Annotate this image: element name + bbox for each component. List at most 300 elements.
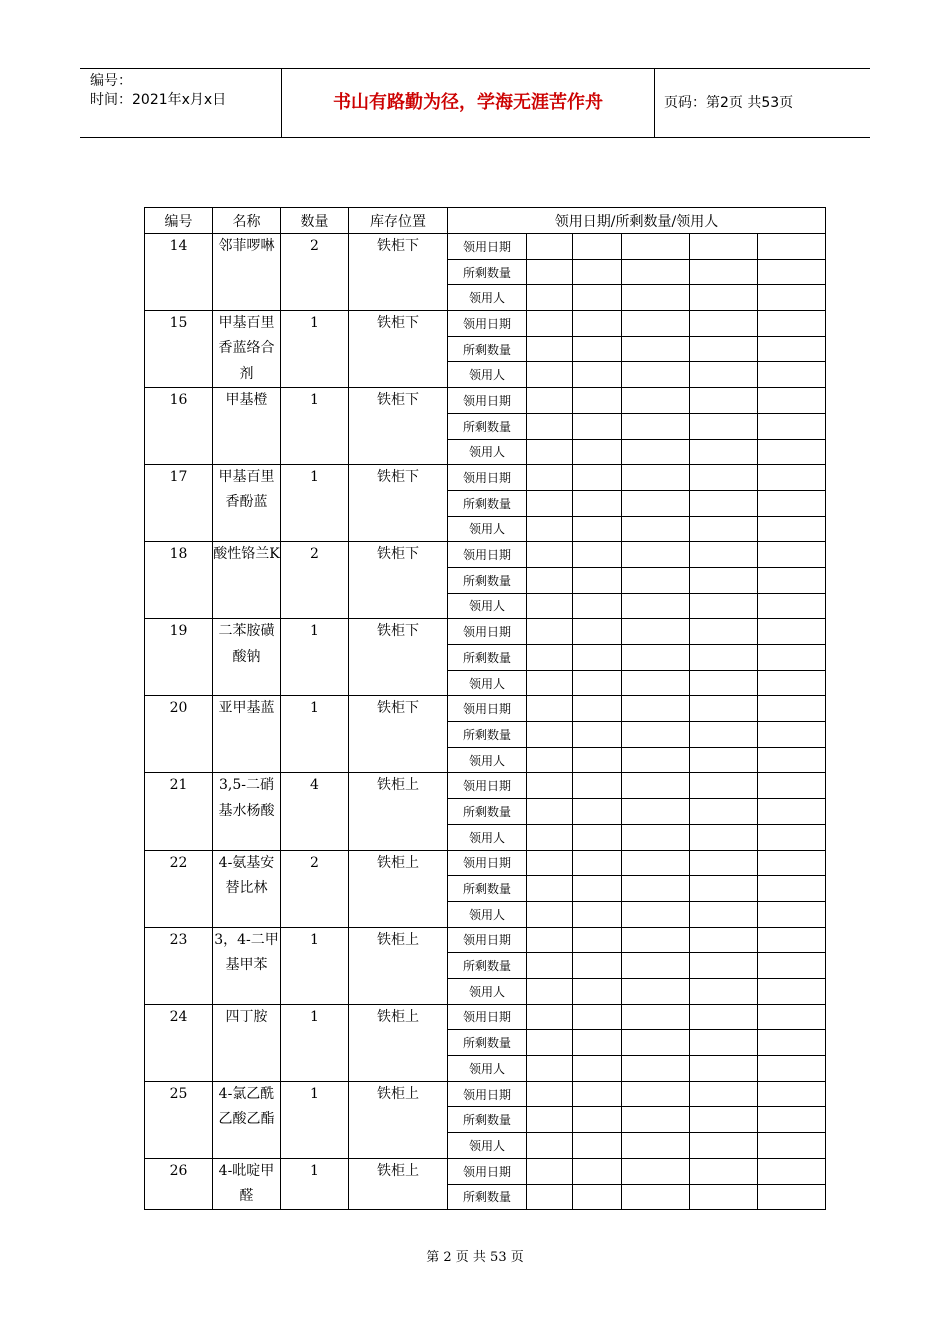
usage-cell bbox=[573, 670, 622, 696]
usage-cell bbox=[622, 850, 690, 876]
usage-cell bbox=[573, 311, 622, 337]
usage-cell bbox=[527, 722, 573, 748]
usage-cell bbox=[758, 696, 826, 722]
usage-cell bbox=[622, 465, 690, 491]
usage-cell bbox=[622, 336, 690, 362]
usage-cell bbox=[622, 978, 690, 1004]
usage-cell bbox=[573, 542, 622, 568]
usage-cell bbox=[690, 1081, 758, 1107]
table-row bbox=[145, 1004, 826, 1030]
usage-cell bbox=[527, 927, 573, 953]
usage-cell bbox=[758, 876, 826, 902]
table-row bbox=[145, 850, 826, 876]
table-row bbox=[145, 311, 826, 337]
usage-cell bbox=[573, 336, 622, 362]
usage-cell bbox=[690, 773, 758, 799]
usage-cell bbox=[527, 645, 573, 671]
usage-label: 领用人 bbox=[448, 593, 527, 619]
usage-cell bbox=[622, 234, 690, 260]
usage-label: 领用日期 bbox=[448, 773, 527, 799]
usage-label: 领用日期 bbox=[448, 1158, 527, 1184]
usage-cell bbox=[527, 259, 573, 285]
usage-cell bbox=[758, 593, 826, 619]
usage-cell bbox=[758, 1056, 826, 1082]
usage-cell bbox=[690, 465, 758, 491]
usage-cell bbox=[573, 773, 622, 799]
row-quantity: 2 bbox=[281, 234, 349, 311]
usage-cell bbox=[758, 747, 826, 773]
usage-cell bbox=[690, 901, 758, 927]
usage-label: 所剩数量 bbox=[448, 876, 527, 902]
usage-cell bbox=[622, 285, 690, 311]
row-quantity: 1 bbox=[281, 388, 349, 465]
usage-cell bbox=[573, 953, 622, 979]
row-quantity: 4 bbox=[281, 773, 349, 850]
usage-cell bbox=[690, 234, 758, 260]
usage-label: 所剩数量 bbox=[448, 1107, 527, 1133]
usage-cell bbox=[573, 285, 622, 311]
page-header bbox=[80, 68, 870, 138]
row-location: 铁柜下 bbox=[349, 696, 448, 773]
usage-label: 所剩数量 bbox=[448, 413, 527, 439]
usage-cell bbox=[573, 259, 622, 285]
usage-cell bbox=[758, 516, 826, 542]
usage-cell bbox=[690, 362, 758, 388]
usage-cell bbox=[758, 542, 826, 568]
usage-cell bbox=[690, 696, 758, 722]
usage-cell bbox=[527, 876, 573, 902]
usage-cell bbox=[573, 1004, 622, 1030]
usage-label: 所剩数量 bbox=[448, 490, 527, 516]
usage-cell bbox=[622, 953, 690, 979]
inventory-table bbox=[144, 207, 826, 1210]
usage-cell bbox=[690, 1107, 758, 1133]
usage-cell bbox=[527, 542, 573, 568]
usage-cell bbox=[690, 542, 758, 568]
usage-cell bbox=[758, 722, 826, 748]
usage-cell bbox=[527, 567, 573, 593]
usage-label: 领用人 bbox=[448, 285, 527, 311]
usage-cell bbox=[573, 1107, 622, 1133]
usage-label: 领用日期 bbox=[448, 696, 527, 722]
usage-cell bbox=[622, 722, 690, 748]
usage-cell bbox=[690, 876, 758, 902]
usage-cell bbox=[527, 439, 573, 465]
row-name: 亚甲基蓝 bbox=[213, 696, 281, 773]
usage-cell bbox=[690, 311, 758, 337]
usage-cell bbox=[690, 567, 758, 593]
usage-cell bbox=[690, 978, 758, 1004]
usage-cell bbox=[527, 978, 573, 1004]
usage-cell bbox=[690, 439, 758, 465]
usage-cell bbox=[622, 567, 690, 593]
row-name: 3，4-二甲基甲苯 bbox=[213, 927, 281, 1004]
usage-cell bbox=[690, 927, 758, 953]
usage-cell bbox=[573, 234, 622, 260]
usage-cell bbox=[690, 824, 758, 850]
row-location: 铁柜上 bbox=[349, 1004, 448, 1081]
usage-cell bbox=[573, 362, 622, 388]
usage-label: 领用日期 bbox=[448, 311, 527, 337]
usage-cell bbox=[690, 953, 758, 979]
usage-cell bbox=[690, 1184, 758, 1210]
page-info: 页码：第2页 共53页 bbox=[664, 95, 794, 111]
usage-cell bbox=[690, 850, 758, 876]
row-name: 甲基橙 bbox=[213, 388, 281, 465]
usage-cell bbox=[758, 799, 826, 825]
usage-cell bbox=[622, 1030, 690, 1056]
usage-cell bbox=[573, 567, 622, 593]
table-row bbox=[145, 619, 826, 645]
usage-cell bbox=[573, 516, 622, 542]
motto: 书山有路勤为径，学海无涯苦作舟 bbox=[282, 69, 655, 137]
usage-cell bbox=[758, 670, 826, 696]
header-number: 编号 bbox=[145, 208, 213, 234]
row-quantity: 1 bbox=[281, 1004, 349, 1081]
usage-cell bbox=[758, 824, 826, 850]
usage-cell bbox=[527, 490, 573, 516]
row-location: 铁柜下 bbox=[349, 465, 448, 542]
usage-cell bbox=[690, 747, 758, 773]
usage-cell bbox=[527, 465, 573, 491]
usage-cell bbox=[573, 490, 622, 516]
usage-label: 领用人 bbox=[448, 1133, 527, 1159]
usage-label: 领用人 bbox=[448, 439, 527, 465]
usage-cell bbox=[690, 722, 758, 748]
usage-cell bbox=[573, 1056, 622, 1082]
row-name: 二苯胺磺酸钠 bbox=[213, 619, 281, 696]
usage-cell bbox=[527, 824, 573, 850]
row-number: 15 bbox=[145, 311, 213, 388]
usage-cell bbox=[690, 490, 758, 516]
row-number: 14 bbox=[145, 234, 213, 311]
usage-cell bbox=[527, 850, 573, 876]
usage-label: 领用日期 bbox=[448, 1004, 527, 1030]
header-meta bbox=[80, 69, 282, 137]
row-location: 铁柜上 bbox=[349, 850, 448, 927]
row-number: 21 bbox=[145, 773, 213, 850]
usage-label: 领用人 bbox=[448, 670, 527, 696]
usage-cell bbox=[573, 1081, 622, 1107]
row-name: 3,5-二硝基水杨酸 bbox=[213, 773, 281, 850]
usage-cell bbox=[758, 311, 826, 337]
usage-cell bbox=[690, 336, 758, 362]
usage-cell bbox=[527, 516, 573, 542]
usage-cell bbox=[758, 645, 826, 671]
usage-cell bbox=[690, 516, 758, 542]
usage-cell bbox=[690, 1056, 758, 1082]
row-location: 铁柜上 bbox=[349, 927, 448, 1004]
row-location: 铁柜上 bbox=[349, 773, 448, 850]
row-number: 26 bbox=[145, 1158, 213, 1210]
usage-cell bbox=[527, 1107, 573, 1133]
usage-cell bbox=[527, 747, 573, 773]
usage-label: 领用日期 bbox=[448, 234, 527, 260]
usage-cell bbox=[622, 901, 690, 927]
usage-cell bbox=[573, 722, 622, 748]
usage-cell bbox=[573, 413, 622, 439]
usage-label: 领用人 bbox=[448, 824, 527, 850]
usage-label: 所剩数量 bbox=[448, 953, 527, 979]
header-location: 库存位置 bbox=[349, 208, 448, 234]
usage-cell bbox=[622, 670, 690, 696]
usage-cell bbox=[758, 567, 826, 593]
usage-cell bbox=[758, 388, 826, 414]
usage-cell bbox=[758, 850, 826, 876]
usage-cell bbox=[527, 388, 573, 414]
usage-cell bbox=[758, 362, 826, 388]
usage-cell bbox=[622, 645, 690, 671]
page-footer: 第 2 页 共 53 页 bbox=[426, 1250, 524, 1265]
time-label: 时间：2021年x月x日 bbox=[90, 92, 227, 108]
row-quantity: 1 bbox=[281, 1081, 349, 1158]
number-label: 编号： bbox=[90, 73, 132, 89]
usage-cell bbox=[758, 1004, 826, 1030]
usage-cell bbox=[527, 1081, 573, 1107]
usage-cell bbox=[758, 1133, 826, 1159]
usage-cell bbox=[527, 901, 573, 927]
row-number: 20 bbox=[145, 696, 213, 773]
usage-cell bbox=[527, 1056, 573, 1082]
row-number: 18 bbox=[145, 542, 213, 619]
usage-cell bbox=[758, 285, 826, 311]
usage-cell bbox=[527, 619, 573, 645]
row-location: 铁柜下 bbox=[349, 619, 448, 696]
usage-cell bbox=[573, 1030, 622, 1056]
usage-cell bbox=[573, 978, 622, 1004]
row-name: 酸性铬兰K bbox=[213, 542, 281, 619]
usage-cell bbox=[690, 593, 758, 619]
usage-cell bbox=[622, 876, 690, 902]
usage-cell bbox=[690, 259, 758, 285]
usage-label: 领用人 bbox=[448, 362, 527, 388]
row-quantity: 1 bbox=[281, 619, 349, 696]
usage-cell bbox=[690, 285, 758, 311]
row-name: 邻菲啰啉 bbox=[213, 234, 281, 311]
row-name: 4-吡啶甲醛 bbox=[213, 1158, 281, 1210]
usage-cell bbox=[527, 336, 573, 362]
header-name: 名称 bbox=[213, 208, 281, 234]
usage-cell bbox=[527, 773, 573, 799]
usage-cell bbox=[622, 362, 690, 388]
usage-cell bbox=[573, 593, 622, 619]
usage-cell bbox=[573, 876, 622, 902]
usage-cell bbox=[758, 927, 826, 953]
usage-cell bbox=[622, 593, 690, 619]
table-row bbox=[145, 696, 826, 722]
usage-label: 领用日期 bbox=[448, 850, 527, 876]
usage-cell bbox=[573, 901, 622, 927]
usage-label: 领用人 bbox=[448, 978, 527, 1004]
usage-cell bbox=[622, 1056, 690, 1082]
usage-cell bbox=[758, 490, 826, 516]
usage-cell bbox=[758, 901, 826, 927]
usage-cell bbox=[690, 1158, 758, 1184]
usage-label: 所剩数量 bbox=[448, 1030, 527, 1056]
usage-cell bbox=[622, 1004, 690, 1030]
usage-cell bbox=[527, 234, 573, 260]
usage-label: 领用日期 bbox=[448, 542, 527, 568]
row-number: 17 bbox=[145, 465, 213, 542]
usage-cell bbox=[527, 311, 573, 337]
usage-label: 所剩数量 bbox=[448, 1184, 527, 1210]
usage-cell bbox=[527, 953, 573, 979]
usage-cell bbox=[622, 439, 690, 465]
header-quantity: 数量 bbox=[281, 208, 349, 234]
table-row bbox=[145, 773, 826, 799]
usage-cell bbox=[573, 747, 622, 773]
usage-label: 领用日期 bbox=[448, 927, 527, 953]
row-quantity: 2 bbox=[281, 850, 349, 927]
row-name: 甲基百里香蓝络合剂 bbox=[213, 311, 281, 388]
usage-cell bbox=[622, 773, 690, 799]
usage-cell bbox=[622, 1107, 690, 1133]
usage-label: 领用人 bbox=[448, 747, 527, 773]
usage-cell bbox=[527, 670, 573, 696]
usage-cell bbox=[527, 1030, 573, 1056]
table-row bbox=[145, 234, 826, 260]
usage-cell bbox=[758, 773, 826, 799]
usage-label: 所剩数量 bbox=[448, 567, 527, 593]
usage-label: 所剩数量 bbox=[448, 336, 527, 362]
usage-cell bbox=[573, 927, 622, 953]
usage-cell bbox=[573, 1184, 622, 1210]
row-location: 铁柜下 bbox=[349, 234, 448, 311]
table-row bbox=[145, 1081, 826, 1107]
usage-cell bbox=[622, 1158, 690, 1184]
usage-cell bbox=[622, 927, 690, 953]
usage-cell bbox=[573, 696, 622, 722]
usage-cell bbox=[622, 1133, 690, 1159]
usage-label: 领用人 bbox=[448, 1056, 527, 1082]
usage-cell bbox=[527, 696, 573, 722]
row-name: 甲基百里香酚蓝 bbox=[213, 465, 281, 542]
usage-cell bbox=[622, 516, 690, 542]
usage-label: 领用人 bbox=[448, 901, 527, 927]
usage-cell bbox=[573, 799, 622, 825]
row-quantity: 1 bbox=[281, 311, 349, 388]
row-quantity: 2 bbox=[281, 542, 349, 619]
usage-label: 所剩数量 bbox=[448, 722, 527, 748]
usage-cell bbox=[573, 850, 622, 876]
row-quantity: 1 bbox=[281, 465, 349, 542]
usage-cell bbox=[690, 645, 758, 671]
usage-label: 领用日期 bbox=[448, 619, 527, 645]
usage-cell bbox=[690, 619, 758, 645]
row-name: 四丁胺 bbox=[213, 1004, 281, 1081]
usage-cell bbox=[527, 413, 573, 439]
usage-cell bbox=[622, 542, 690, 568]
table-row bbox=[145, 542, 826, 568]
usage-cell bbox=[527, 593, 573, 619]
table-row bbox=[145, 1158, 826, 1184]
row-number: 22 bbox=[145, 850, 213, 927]
usage-cell bbox=[690, 670, 758, 696]
usage-cell bbox=[527, 1158, 573, 1184]
table-row bbox=[145, 465, 826, 491]
usage-cell bbox=[527, 1133, 573, 1159]
row-location: 铁柜上 bbox=[349, 1081, 448, 1158]
usage-cell bbox=[690, 413, 758, 439]
usage-cell bbox=[758, 465, 826, 491]
usage-cell bbox=[622, 1081, 690, 1107]
usage-cell bbox=[622, 824, 690, 850]
row-name: 4-氯乙酰乙酸乙酯 bbox=[213, 1081, 281, 1158]
usage-cell bbox=[622, 259, 690, 285]
usage-label: 所剩数量 bbox=[448, 645, 527, 671]
usage-cell bbox=[690, 1133, 758, 1159]
usage-cell bbox=[758, 1158, 826, 1184]
usage-cell bbox=[527, 285, 573, 311]
usage-cell bbox=[527, 362, 573, 388]
usage-cell bbox=[527, 799, 573, 825]
usage-cell bbox=[758, 413, 826, 439]
usage-cell bbox=[622, 388, 690, 414]
usage-cell bbox=[690, 1030, 758, 1056]
usage-cell bbox=[622, 696, 690, 722]
usage-cell bbox=[758, 336, 826, 362]
row-location: 铁柜下 bbox=[349, 311, 448, 388]
usage-cell bbox=[573, 645, 622, 671]
row-location: 铁柜下 bbox=[349, 542, 448, 619]
usage-cell bbox=[758, 439, 826, 465]
row-number: 23 bbox=[145, 927, 213, 1004]
usage-label: 所剩数量 bbox=[448, 799, 527, 825]
usage-cell bbox=[758, 1030, 826, 1056]
table-header-row bbox=[145, 208, 826, 234]
usage-cell bbox=[758, 953, 826, 979]
usage-label: 所剩数量 bbox=[448, 259, 527, 285]
usage-cell bbox=[622, 311, 690, 337]
usage-cell bbox=[573, 465, 622, 491]
usage-cell bbox=[758, 1184, 826, 1210]
usage-label: 领用日期 bbox=[448, 465, 527, 491]
usage-cell bbox=[758, 1081, 826, 1107]
usage-cell bbox=[758, 978, 826, 1004]
usage-cell bbox=[758, 1107, 826, 1133]
table-row bbox=[145, 388, 826, 414]
usage-cell bbox=[573, 1133, 622, 1159]
usage-cell bbox=[622, 413, 690, 439]
usage-cell bbox=[573, 619, 622, 645]
usage-cell bbox=[573, 1158, 622, 1184]
usage-cell bbox=[622, 490, 690, 516]
row-number: 16 bbox=[145, 388, 213, 465]
usage-cell bbox=[758, 619, 826, 645]
table-row bbox=[145, 927, 826, 953]
table-body bbox=[145, 234, 826, 1210]
usage-label: 领用日期 bbox=[448, 388, 527, 414]
usage-cell bbox=[690, 1004, 758, 1030]
usage-cell bbox=[527, 1004, 573, 1030]
usage-cell bbox=[573, 439, 622, 465]
usage-cell bbox=[573, 824, 622, 850]
usage-cell bbox=[758, 234, 826, 260]
usage-cell bbox=[527, 1184, 573, 1210]
row-name: 4-氨基安替比林 bbox=[213, 850, 281, 927]
row-quantity: 1 bbox=[281, 696, 349, 773]
usage-cell bbox=[622, 619, 690, 645]
row-number: 24 bbox=[145, 1004, 213, 1081]
usage-label: 领用人 bbox=[448, 516, 527, 542]
usage-label: 领用日期 bbox=[448, 1081, 527, 1107]
row-quantity: 1 bbox=[281, 1158, 349, 1210]
row-number: 25 bbox=[145, 1081, 213, 1158]
usage-cell bbox=[622, 747, 690, 773]
row-location: 铁柜上 bbox=[349, 1158, 448, 1210]
row-location: 铁柜下 bbox=[349, 388, 448, 465]
row-quantity: 1 bbox=[281, 927, 349, 1004]
